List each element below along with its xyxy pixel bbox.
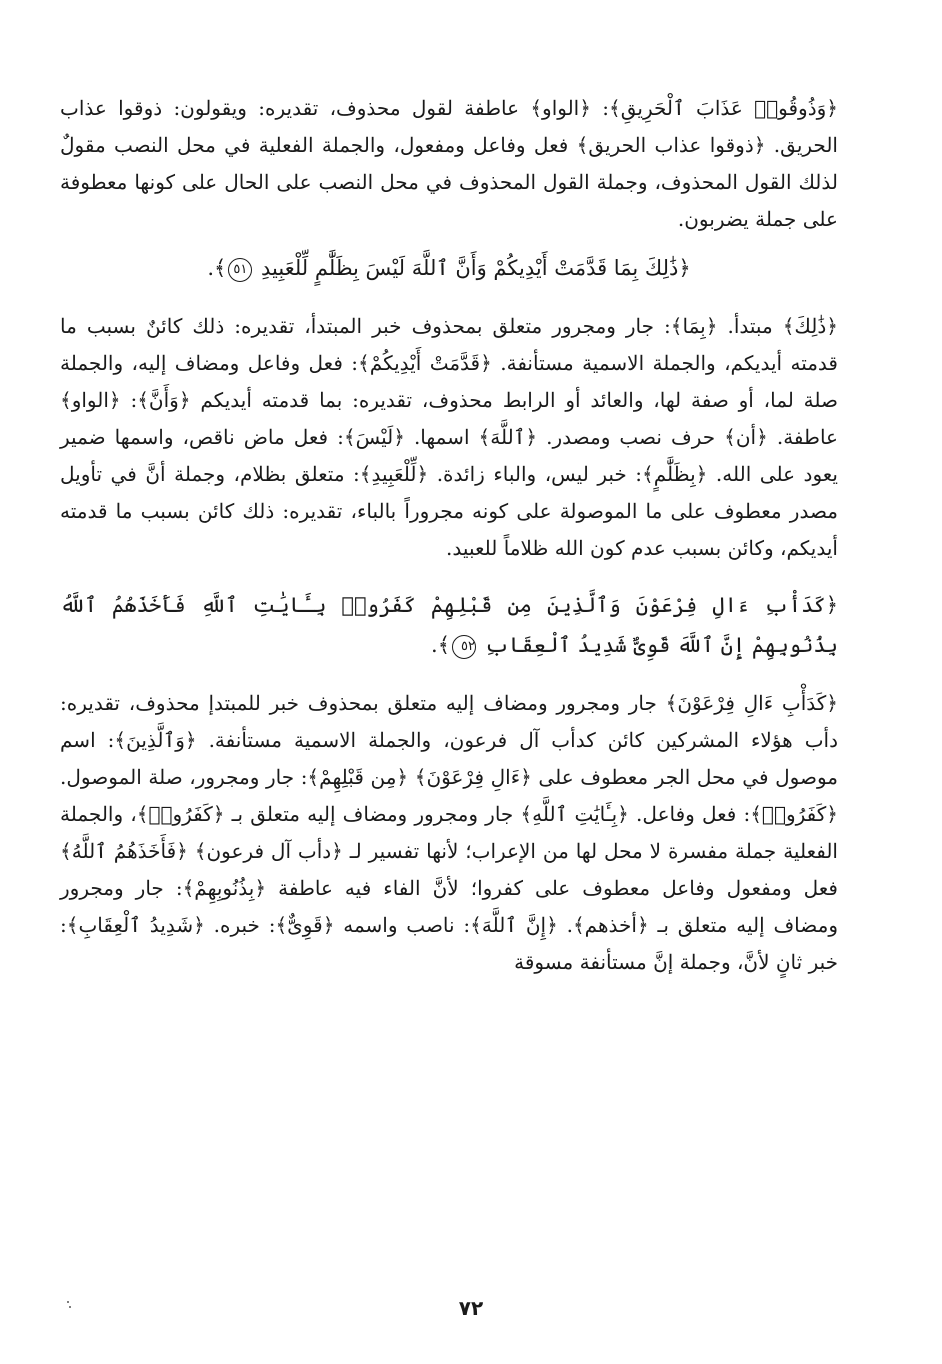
verse-52-text: ﴿كَدَأْبِ ءَالِ فِرْعَوْنَ وَٱلَّذِينَ مِن قَبْلِهِمْ كَفَرُوا۟ بِـَٔايَٰتِ ٱللَّهِ فَأَخَذَهُمُ ٱللَّهُ بِذُنُوبِهِمْ إِنَّ ٱللَّهَ قَوِىٌّ شَدِيدُ ٱلْعِقَابِ xyxy=(60,593,838,657)
paragraph-kadabi-irab: ﴿كَدَأْبِ ءَالِ فِرْعَوْنَ﴾ جار ومجرور ومضاف إليه متعلق بمحذوف خبر للمبتدإ محذوف، تقديره: دأب هؤلاء المشركين كائن كدأب آل فرعون، والجملة الاسمية مستأنفة. ﴿وَٱلَّذِينَ﴾: اسم موصول في محل الجر معطوف على ﴿ءَالِ فِرْعَوْنَ﴾ ﴿مِن قَبْلِهِمْ﴾: جار ومجرور، صلة الموصول. ﴿كَفَرُوا۟﴾: فعل وفاعل. ﴿بِـَٔايَٰتِ ٱللَّهِ﴾ جار ومجرور ومضاف إليه متعلق بـ ﴿كَفَرُوا۟﴾، والجملة الفعلية جملة مفسرة لا محل لها من الإعراب؛ لأنها تفسير لـ ﴿دأب آل فرعون﴾ ﴿فَأَخَذَهُمُ ٱللَّهُ﴾ فعل ومفعول وفاعل معطوف على كفروا؛ لأنَّ الفاء فيه عاطفة ﴿بِذُنُوبِهِمْ﴾: جار ومجرور ومضاف إليه متعلق بـ ﴿أخذهم﴾. ﴿إِنَّ ٱللَّهَ﴾: ناصب واسمه ﴿قَوِىٌّ﴾: خبره. ﴿شَدِيدُ ٱلْعِقَابِ﴾: خبر ثانٍ لأنَّ، وجملة إنَّ مستأنفة مسوقة xyxy=(60,691,839,974)
verse-52-end: ﴾. xyxy=(431,633,450,657)
page-number: ٧٢ xyxy=(458,1296,484,1320)
scan-speck xyxy=(69,1306,71,1308)
paragraph-dhuqu-azab: ﴿وَذُوقُوا۟ عَذَابَ ٱلْحَرِيقِ﴾: ﴿الواو﴾ عاطفة لقول محذوف، تقديره: ويقولون: ذوقوا عذاب الحريق. ﴿ذوقوا عذاب الحريق﴾ فعل وفاعل ومفعول، والجملة الفعلية في محل النصب مقولٌ لذلك القول المحذوف، وجملة القول المحذوف في محل النصب على الحال على كونها معطوفة على جملة يضربون. xyxy=(60,96,838,231)
verse-number-51: ٥١ xyxy=(228,258,252,282)
verse-51-end: ﴾. xyxy=(207,256,227,280)
paragraph-dhalika-irab: ﴿ذَٰلِكَ﴾ مبتدأ. ﴿بِمَا﴾: جار ومجرور متعلق بمحذوف خبر المبتدأ، تقديره: ذلك كائنٌ بسبب ما قدمته أيديكم، والجملة الاسمية مستأنفة. ﴿قَدَّمَتْ أَيْدِيكُمْ﴾: فعل وفاعل ومضاف إليه، والجملة صلة لما، أو صفة لها، والعائد أو الرابط محذوف، تقديره: بما قدمته أيديكم ﴿وَأَنَّ﴾: ﴿الواو﴾ عاطفة. ﴿أن﴾ حرف نصب ومصدر. ﴿ٱللَّهَ﴾ اسمها. ﴿لَيْسَ﴾: فعل ماض ناقص، واسمها ضمير يعود على الله. ﴿بِظَلَّٰمٍ﴾: خبر ليس، والباء زائدة. ﴿لِّلْعَبِيدِ﴾: متعلق بظلام، وجملة أنَّ في تأويل مصدر معطوف على ما الموصولة على كونه مجروراً بالباء، تقديره: ذلك كائن بسبب ما قدمته أيديكم، وكائن بسبب عدم كون الله ظلاماً للعبيد. xyxy=(60,314,838,560)
verse-51 xyxy=(60,248,838,288)
page-body xyxy=(60,90,838,981)
verse-number-52: ٥٢ xyxy=(452,635,476,659)
scan-speck xyxy=(67,1301,69,1303)
verse-51-text: ﴿ذَٰلِكَ بِمَا قَدَّمَتْ أَيْدِيكُمْ وَأَنَّ ٱللَّهَ لَيْسَ بِظَلَّٰمٍ لِّلْعَبِيدِ xyxy=(261,256,691,280)
verse-52 xyxy=(60,585,838,665)
